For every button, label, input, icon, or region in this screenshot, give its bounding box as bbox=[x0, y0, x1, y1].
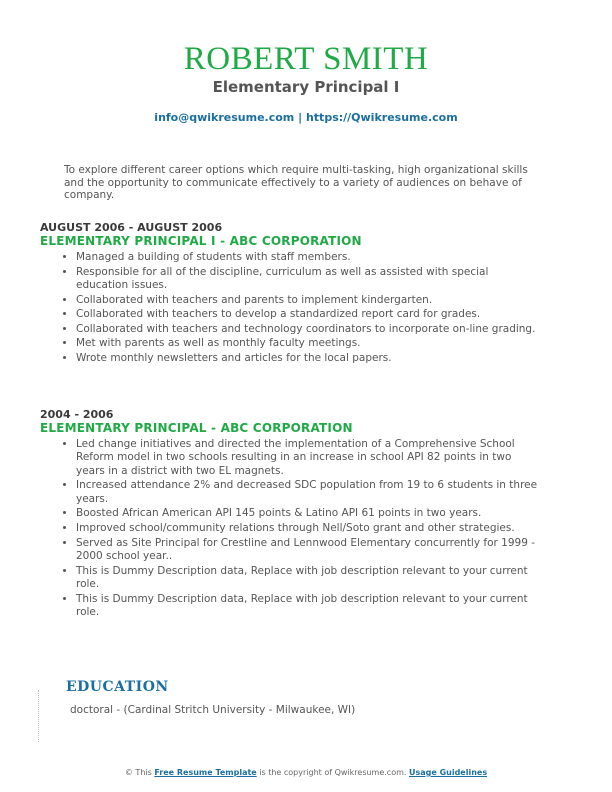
list-item: • Met with parents as well as monthly faculty meetings. bbox=[76, 337, 540, 350]
usage-guidelines-link[interactable]: Usage Guidelines bbox=[408, 768, 488, 777]
list-item: • Managed a building of students with staff members. bbox=[76, 251, 540, 264]
education-section bbox=[38, 676, 538, 746]
list-item: • Collaborated with teachers and parents to implement kindergarten. bbox=[76, 294, 540, 307]
job-role: ELEMENTARY PRINCIPAL I - ABC CORPORATION bbox=[40, 234, 362, 248]
list-item: • Responsible for all of the discipline, curriculum as well as assisted with special education issues. bbox=[76, 266, 540, 293]
contact-line bbox=[0, 111, 612, 125]
job-role: ELEMENTARY PRINCIPAL - ABC CORPORATION bbox=[40, 421, 353, 435]
candidate-name: ROBERT SMITH bbox=[183, 41, 429, 77]
experience-entry-2 bbox=[40, 408, 540, 621]
copyright-footer bbox=[0, 767, 612, 779]
job-title: Elementary Principal I bbox=[212, 78, 400, 96]
list-item: • Led change initiatives and directed the implementation of a Comprehensive School Reform model in two schools resulting in an increase in school API 82 points in two years in a district with two EL magnets. bbox=[76, 438, 540, 478]
list-item: • Collaborated with teachers to develop a standardized report card for grades. bbox=[76, 308, 540, 321]
list-item: • This is Dummy Description data, Replace with job description relevant to your current role. bbox=[76, 565, 540, 592]
contact-separator: | bbox=[294, 111, 306, 124]
experience-entry-1 bbox=[40, 221, 540, 367]
list-item: • This is Dummy Description data, Replace with job description relevant to your current role. bbox=[76, 593, 540, 620]
summary-paragraph: To explore different career options which require multi-tasking, high organizational skills and the opportunity to communicate effectively to a variety of audiences on behave of company. bbox=[64, 164, 528, 201]
footer-middle: is the copyright of Qwikresume.com. bbox=[256, 768, 409, 777]
list-item: • Wrote monthly newsletters and articles for the local papers. bbox=[76, 352, 540, 365]
section-divider bbox=[38, 690, 39, 742]
education-item: doctoral - (Cardinal Stritch University - Milwaukee, WI) bbox=[70, 704, 356, 716]
footer-prefix: © This bbox=[124, 768, 155, 777]
job-bullets bbox=[40, 251, 540, 365]
list-item: • Served as Site Principal for Crestline and Lennwood Elementary concurrently for 1999 - 2000 school year.. bbox=[76, 537, 540, 564]
job-dates: AUGUST 2006 - AUGUST 2006 bbox=[40, 221, 223, 234]
list-item: • Increased attendance 2% and decreased SDC population from 19 to 6 students in three years. bbox=[76, 479, 540, 506]
email-link[interactable]: info@qwikresume.com bbox=[154, 111, 295, 124]
list-item: • Boosted African American API 145 points & Latino API 61 points in two years. bbox=[76, 507, 540, 520]
job-bullets bbox=[40, 438, 540, 619]
list-item: • Improved school/community relations through Nell/Soto grant and other strategies. bbox=[76, 522, 540, 535]
job-dates: 2004 - 2006 bbox=[40, 408, 114, 421]
website-link[interactable]: https://Qwikresume.com bbox=[305, 111, 458, 124]
free-resume-template-link[interactable]: Free Resume Template bbox=[154, 768, 257, 777]
list-item: • Collaborated with teachers and technology coordinators to incorporate on-line grading. bbox=[76, 323, 540, 336]
education-heading: EDUCATION bbox=[66, 679, 169, 695]
